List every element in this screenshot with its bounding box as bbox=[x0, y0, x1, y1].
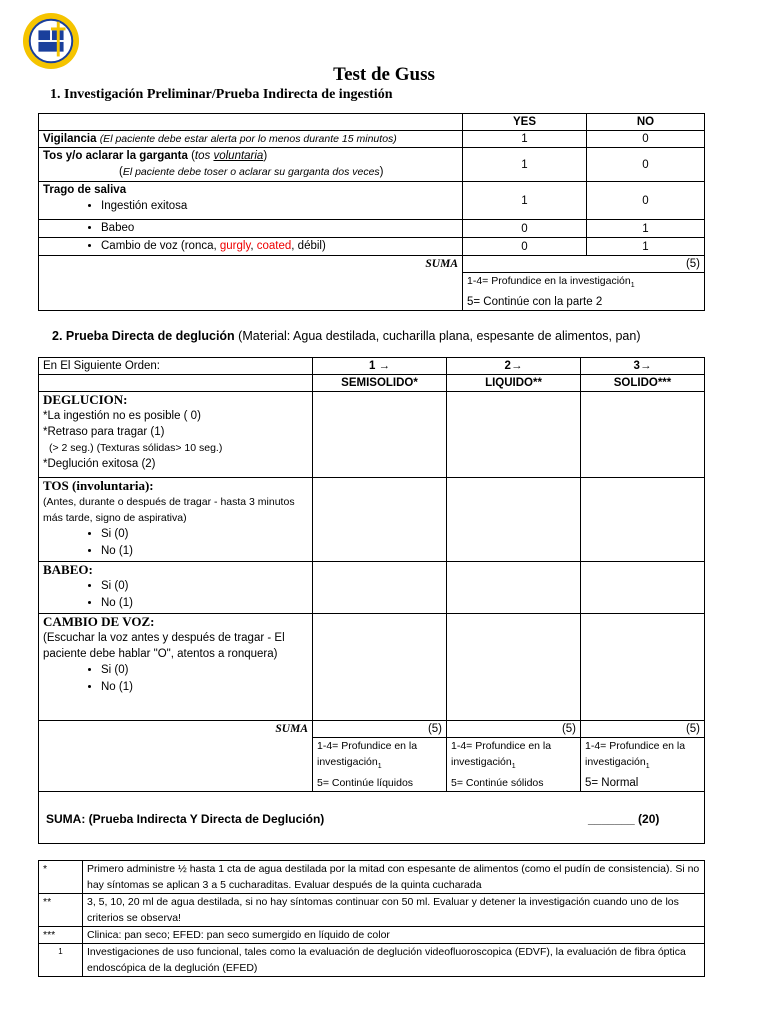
deglucion-cell: DEGLUCION: *La ingestión no es posible ( 0) *Retraso para tragar (1) (> 2 seg.) (Texturas sólidas> 10 seg.) *Deglución exitosa (2) bbox=[39, 392, 313, 478]
col-semisolido: SEMISOLIDO* bbox=[313, 375, 447, 392]
footnotes-table bbox=[38, 860, 705, 977]
total-label: SUMA: (Prueba Indirecta Y Directa de Deglución) bbox=[46, 812, 325, 826]
direct-test-table: En El Siguiente Orden: 1 → 2→ 3→ SEMISOLIDO* LIQUIDO** SOLIDO*** DEGLUCION: *La ingestión no es posible ( 0) *Retraso para tragar (1) (> 2 seg.) (Texturas sólidas> 10 seg.) *Deglución exitosa (2) TOS (involuntaria): (Antes, durante o después de tragar - hasta 3 minutos más tarde, signo de aspirativa) • Si (0) • No (1) BABEO: • Si (0) • No (1) CAMBIO DE VOZ: (Escuchar la voz antes y después de tragar - El paciente debe hablar "O", atentos a ronquera) • Si (0) • No (1) SUMA (5) 1-4= Profundice en la investigación$_1$ 5= Continúe líquidos (5) 1-4= Profundice en la investigación$_1$ 5= Continúe sólidos (5) 1-4= Profundice en la investigación$_1$ 5= Normal bbox=[38, 357, 705, 792]
page-title: Test de Guss bbox=[333, 64, 435, 85]
babeo-row: • Babeo bbox=[39, 220, 463, 238]
tos-row: Tos y/o aclarar la garganta (tos voluntaria) (El paciente debe toser o aclarar su garganta dos veces) bbox=[39, 148, 463, 182]
tos-cell: TOS (involuntaria): (Antes, durante o después de tragar - hasta 3 minutos más tarde, signo de aspirativa) • Si (0) • No (1) bbox=[39, 478, 313, 562]
footnote-text: Clinica: pan seco; EFED: pan seco sumergido en líquido de color bbox=[83, 927, 705, 944]
trago-row: Trago de saliva • Ingestión exitosa bbox=[39, 182, 463, 220]
vigilancia-row: Vigilancia (El paciente debe estar alerta por lo menos durante 15 minutos) bbox=[39, 131, 463, 148]
section2-heading: 2. Prueba Directa de deglución (Material: Agua destilada, cucharilla plana, espesante de alimentos, pan) bbox=[52, 329, 641, 343]
col-no: NO bbox=[587, 114, 705, 131]
col-yes: YES bbox=[463, 114, 587, 131]
suma1-label-cell: SUMA bbox=[39, 256, 463, 311]
col-solido: SOLIDO*** bbox=[581, 375, 705, 392]
col-liquido: LIQUIDO** bbox=[447, 375, 581, 392]
cambio-voz-cell: CAMBIO DE VOZ: (Escuchar la voz antes y después de tragar - El paciente debe hablar "O", atentos a ronquera) • Si (0) • No (1) bbox=[39, 614, 313, 721]
suma1-result-1: 1-4= Profundice en la investigación$_1$ bbox=[467, 275, 635, 290]
university-logo bbox=[22, 12, 80, 70]
suma2-label-cell: SUMA bbox=[39, 721, 313, 792]
indirect-test-table: YES NO Vigilancia (El paciente debe estar alerta por lo menos durante 15 minutos) 1 0 Tos y/o aclarar la garganta (tos voluntaria) (El paciente debe toser o aclarar su garganta dos veces) 1 0 Trago de saliva • Ingestión exitosa 1 0 • Babeo 0 1 • Cambio de voz (ronca, gurgly, coated, débil) 0 1 SUMA (5) 1-4= Profundice en la investigación$_1$ 5= Continúe con la parte 2 bbox=[38, 113, 705, 311]
footnote-text: Investigaciones de uso funcional, tales como la evaluación de deglución videofluoroscopica (EDVF), la evaluación de fibra óptica endoscópica de la deglución (EFED) bbox=[83, 944, 705, 977]
section1-heading: 1. Investigación Preliminar/Prueba Indirecta de ingestión bbox=[50, 87, 393, 102]
total-value: _______ (20) bbox=[588, 812, 660, 826]
footnote-mark: ** bbox=[39, 894, 83, 927]
footnote-text: 3, 5, 10, 20 ml de agua destilada, si no hay síntomas continuar con 50 ml. Evaluar y detener la investigación cuando uno de los criterios se observa! bbox=[83, 894, 705, 927]
cambio-voz-row: • Cambio de voz (ronca, gurgly, coated, débil) bbox=[39, 238, 463, 256]
suma1-value: (5) bbox=[463, 256, 704, 273]
order-label: En El Siguiente Orden: bbox=[39, 358, 313, 375]
babeo-cell: BABEO: • Si (0) • No (1) bbox=[39, 562, 313, 614]
footnote-mark: 1 bbox=[39, 944, 83, 977]
footnote-mark: * bbox=[39, 861, 83, 894]
footnote-mark: *** bbox=[39, 927, 83, 944]
suma1-result-2: 5= Continúe con la parte 2 bbox=[467, 296, 603, 309]
footnote-text: Primero administre ½ hasta 1 cta de agua destilada por la mitad con espesante de alimentos (como el pudín de consistencia). Si no hay síntomas se aplican 3 a 5 cucharaditas. Evaluar después de la quinta cucharada bbox=[83, 861, 705, 894]
